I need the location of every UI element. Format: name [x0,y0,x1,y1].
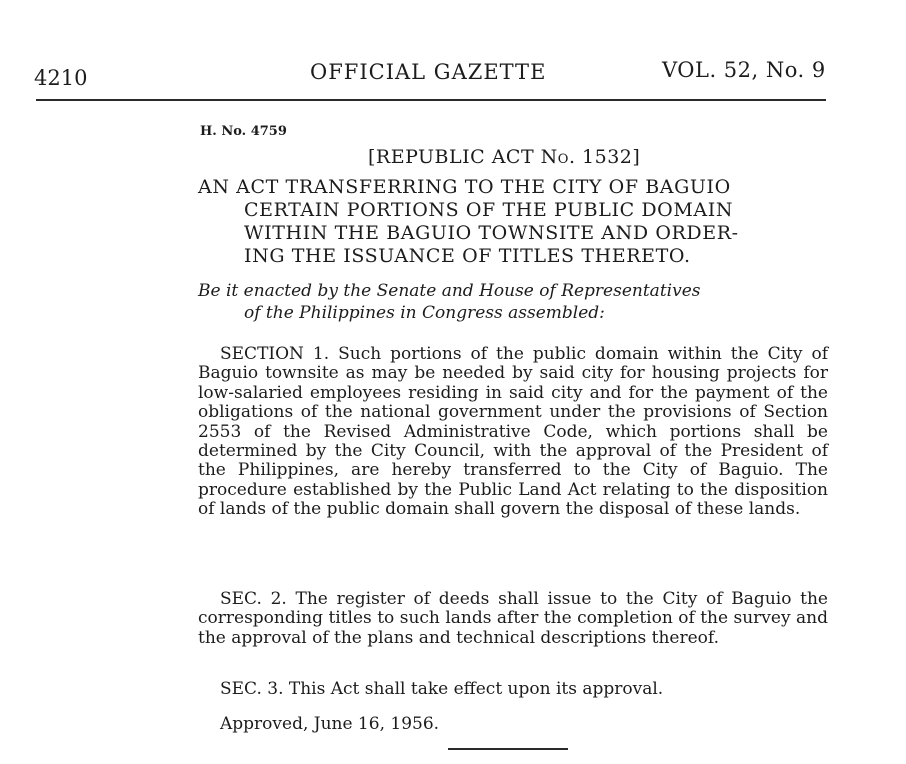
section-1-label: SECTION 1. [220,344,330,364]
end-rule [448,748,568,750]
act-title [198,176,828,268]
gazette-title: OFFICIAL GAZETTE [310,60,547,84]
approval-date: Approved, June 16, 1956. [220,714,440,734]
act-title-line-4: ING THE ISSUANCE OF TITLES THERETO. [244,245,691,267]
section-3-label: SEC. 3. [220,679,284,699]
enacting-clause [198,280,828,324]
enacting-clause-line-2: of the Philippines in Congress assembled: [244,303,605,323]
act-number: [REPUBLIC ACT No. 1532] [368,146,641,168]
enacting-clause-line-1: Be it enacted by the Senate and House of Representatives [198,281,701,301]
act-title-line-3: WITHIN THE BAGUIO TOWNSITE AND ORDER- [244,222,739,244]
section-1-text: Such portions of the public domain within the City of Baguio townsite as may be needed by said city for housing projects for low-salaried employees residing in said city and for the payment of the obligations of the national government under the provisions of Section 2553 of the Revised Administrative Code, which portions shall be determined by the City Council, with the approval of the President of the Philippines, are hereby transferred to the City of Baguio. The procedure established by the Public Land Act relating to the disposition of lands of the public domain shall govern the disposal of these lands. [198,344,828,520]
page-number: 4210 [34,66,88,90]
act-title-line-1: AN ACT TRANSFERRING TO THE CITY OF BAGUIO [198,176,731,198]
volume-number: VOL. 52, No. 9 [662,58,826,82]
section-2 [198,590,828,648]
act-title-line-2: CERTAIN PORTIONS OF THE PUBLIC DOMAIN [244,199,734,221]
section-3 [198,680,828,699]
section-3-text: This Act shall take effect upon its approval. [288,679,664,699]
section-2-text: The register of deeds shall issue to the City of Baguio the corresponding titles to such lands after the completion of the survey and the approval of the plans and technical descriptions thereof. [198,589,828,648]
section-2-label: SEC. 2. [220,589,287,609]
header-rule [36,99,826,101]
section-1 [198,345,828,520]
bill-number: H. No. 4759 [200,124,287,139]
